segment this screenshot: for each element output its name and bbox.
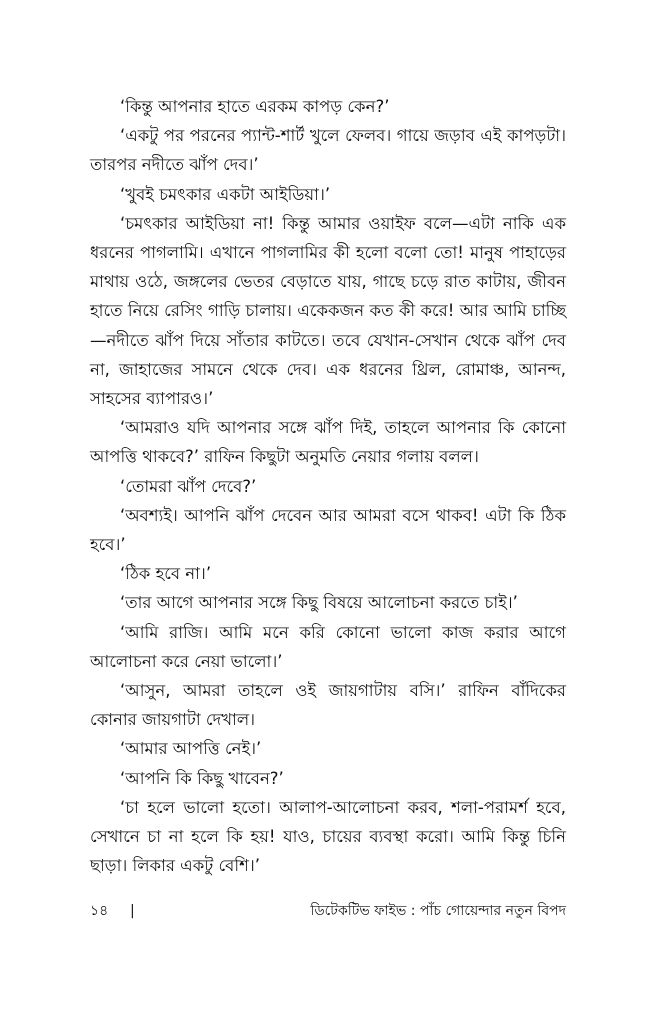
paragraph: ‘অবশ্যই। আপনি ঝাঁপ দেবেন আর আমরা বসে থাকব! এটা কি ঠিক হবে।’ bbox=[90, 505, 566, 555]
page-footer bbox=[90, 896, 566, 926]
paragraph: ‘চা হলে ভালো হতো। আলাপ-আলোচনা করব, শলা-পরামর্শ হবে, সেখানে চা না হলে কি হয়! যাও, চায়ের ব্যবস্থা করো। আমি কিন্তু চিনি ছাড়া। লিকার একটু বেশি।’ bbox=[90, 797, 566, 876]
paragraph: ‘খুবই চমৎকার একটা আইডিয়া।’ bbox=[120, 184, 331, 204]
paragraph: ‘আমরাও যদি আপনার সঙ্গে ঝাঁপ দিই, তাহলে আপনার কি কোনো আপত্তি থাকবে?’ রাফিন কিছুটা অনুমতি নেয়ার গলায় বলল। bbox=[90, 418, 566, 467]
paragraph: ‘ঠিক হবে না।’ bbox=[120, 564, 212, 584]
paragraph: ‘কিন্তু আপনার হাতে এরকম কাপড় কেন?’ bbox=[120, 97, 390, 116]
paragraph: ‘একটু পর পরনের প্যান্ট-শার্ট খুলে ফেলব। গায়ে জড়াব এই কাপড়টা। তারপর নদীতে ঝাঁপ দেব।’ bbox=[90, 126, 566, 175]
page-body bbox=[90, 92, 566, 880]
paragraph: ‘চমৎকার আইডিয়া না! কিন্তু আমার ওয়াইফ বলে—এটা নাকি এক ধরনের পাগলামি। এখানে পাগলামির কী হলো বলো তো! মানুষ পাহাড়ের মাথায় ওঠে, জঙ্গলের ভেতর বেড়াতে যায়, গাছে চড়ে রাত কাটায়, জীবন হাতে নিয়ে রেসিং গাড়ি চালায়। একেকজন কত কী করে! আর আমি চাচ্ছি—নদীতে ঝাঁপ দিয়ে সাঁতার কাটতে। তবে যেখান-সেখান থেকে ঝাঁপ দেব না, জাহাজের সামনে থেকে দেব। এক ধরনের থ্রিল, রোমাঞ্চ, আনন্দ, সাহসের ব্যাপারও।’ bbox=[90, 213, 566, 409]
page-number: ১৪ bbox=[90, 903, 109, 919]
paragraph: ‘আমি রাজি। আমি মনে করি কোনো ভালো কাজ করার আগে আলোচনা করে নেয়া ভালো।’ bbox=[90, 622, 566, 671]
paragraph: ‘তোমরা ঝাঁপ দেবে?’ bbox=[120, 476, 257, 496]
paragraph: ‘আসুন, আমরা তাহলে ওই জায়গাটায় বসি।’ রাফিন বাঁদিকের কোনার জায়গাটা দেখাল। bbox=[90, 681, 566, 730]
paragraph: ‘আমার আপত্তি নেই।’ bbox=[120, 739, 262, 759]
footer-separator: | bbox=[130, 903, 135, 919]
running-title: ডিটেকটিভ ফাইভ : পাঁচ গোয়েন্দার নতুন বিপদ bbox=[310, 903, 566, 919]
paragraph: ‘আপনি কি কিছু খাবেন?’ bbox=[120, 768, 284, 788]
paragraph: ‘তার আগে আপনার সঙ্গে কিছু বিষয়ে আলোচনা করতে চাই।’ bbox=[120, 593, 518, 613]
